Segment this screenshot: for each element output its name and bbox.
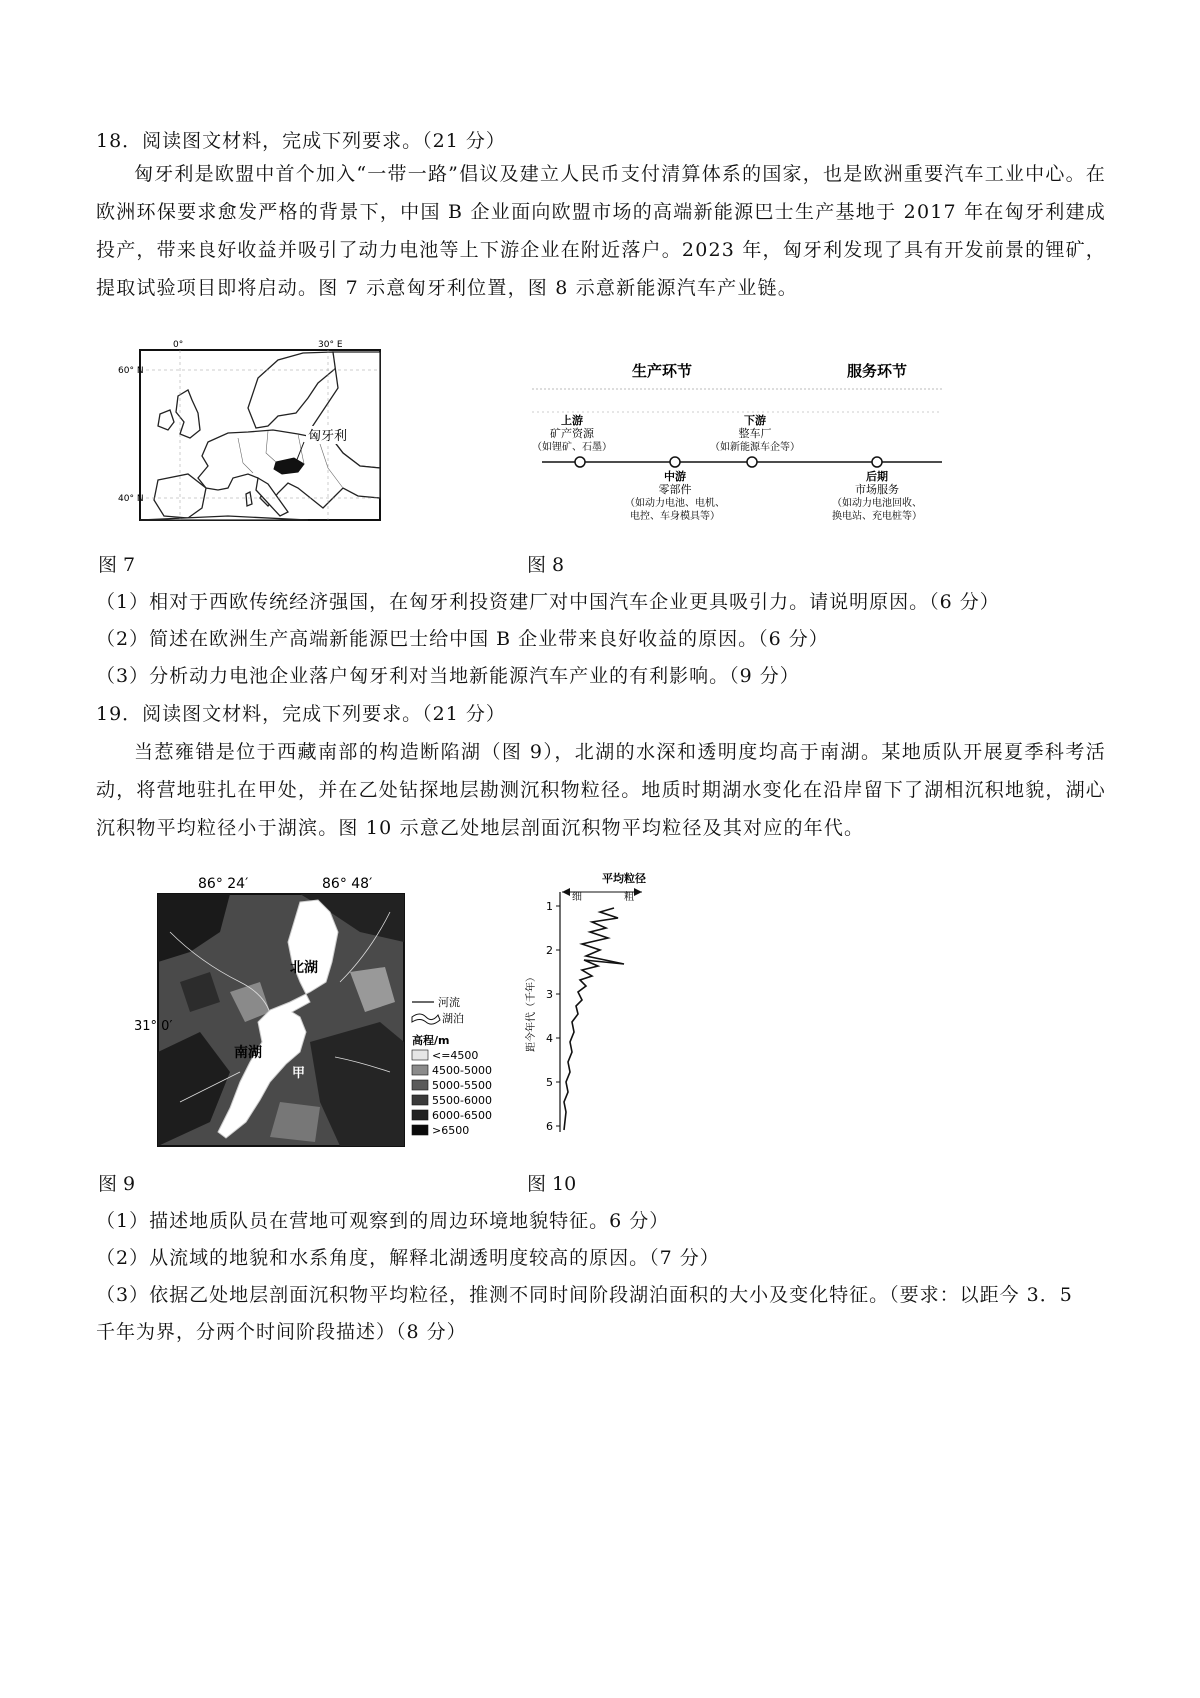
legend-label: 5500-6000 [432, 1094, 492, 1107]
q18-heading: 18．阅读图文材料，完成下列要求。（21 分） [96, 130, 506, 152]
q19-subquestion-3-line2: 千年为界，分两个时间阶段描述）（8 分） [96, 1321, 467, 1343]
fig7-lon30: 30° E [318, 340, 343, 350]
legend-swatch [412, 1080, 428, 1090]
fig8-later-sub: 市场服务 [855, 483, 899, 496]
legend-swatch [412, 1125, 428, 1135]
fig8-service-label: 服务环节 [847, 362, 908, 380]
figure-7-map [118, 338, 388, 526]
y-tick-label: 1 [546, 900, 553, 913]
fig9-north-lake: 北湖 [290, 960, 318, 976]
figure-9-lake-map [134, 872, 510, 1152]
fig7-lat60: 60° N [118, 366, 144, 376]
q19-body: 当惹雍错是位于西藏南部的构造断陷湖（图 9），北湖的水深和透明度均高于南湖。某地质队开展夏季科考活动，将营地驻扎在甲处，并在乙处钻探地层勘测沉积物粒径。地质时期湖水变化在沿岸留下了湖相沉积地貌，湖心沉积物平均粒径小于湖滨。图 10 示意乙处地层剖面沉积物平均粒径及其对应的年代。 [96, 741, 1107, 839]
fig8-later: 后期 [866, 470, 888, 483]
y-tick-label: 2 [546, 944, 553, 957]
y-tick-label: 4 [546, 1032, 553, 1045]
fig9-lat: 31° 0′ [134, 1019, 173, 1034]
fig8-downstream: 下游 [744, 414, 766, 427]
legend-label: 5000-5500 [432, 1079, 492, 1092]
fig8-upstream-sub: 矿产资源 [550, 427, 594, 440]
fig9-legend-lake: 湖泊 [442, 1012, 464, 1025]
fig10-coarse: 粗 [624, 892, 634, 903]
fig8-midstream: 中游 [664, 470, 686, 483]
legend-label: <=4500 [432, 1049, 479, 1062]
fig9-camp-label: 甲 [292, 1066, 306, 1081]
fig7-lon0: 0° [173, 340, 184, 350]
q18-subquestion-3: （3）分析动力电池企业落户匈牙利对当地新能源汽车产业的有利影响。（9 分） [96, 665, 800, 687]
fig9-caption: 图 9 [98, 1173, 136, 1195]
legend-label: 6000-6500 [432, 1109, 492, 1122]
q19-subquestion-2: （2）从流域的地貌和水系角度，解释北湖透明度较高的原因。（7 分） [96, 1247, 720, 1269]
fig8-later-eg2: 换电站、充电桩等） [832, 511, 922, 522]
fig8-midstream-eg1: （如动力电池、电机、 [625, 498, 725, 509]
fig8-downstream-eg: （如新能源车企等） [710, 442, 800, 453]
fig7-lat40: 40° N [118, 494, 144, 504]
figure-10-grain-profile [520, 872, 700, 1152]
y-tick-label: 5 [546, 1076, 553, 1089]
fig8-upstream-eg: （如锂矿、石墨） [532, 442, 612, 453]
legend-swatch [412, 1065, 428, 1075]
fig9-south-lake: 南湖 [234, 1045, 262, 1061]
legend-swatch [412, 1050, 428, 1060]
fig10-fine: 细 [572, 892, 582, 903]
fig8-midstream-eg2: 电控、车身模具等） [630, 511, 720, 522]
fig9-lon1: 86° 24′ [198, 876, 249, 892]
fig10-title: 平均粒径 [602, 872, 646, 885]
fig9-legend-title: 高程/m [412, 1034, 450, 1047]
legend-swatch [412, 1095, 428, 1105]
fig9-legend-river: 河流 [438, 996, 460, 1009]
fig9-lon2: 86° 48′ [322, 876, 373, 892]
q18-subquestion-2: （2）简述在欧洲生产高端新能源巴士给中国 B 企业带来良好收益的原因。（6 分） [96, 628, 829, 650]
q18-body: 匈牙利是欧盟中首个加入“一带一路”倡议及建立人民币支付清算体系的国家，也是欧洲重要汽车工业中心。在欧洲环保要求愈发严格的背景下，中国 B 企业面向欧盟市场的高端新能源巴士生产基地于 2017 年在匈牙利建成投产，带来良好收益并吸引了动力电池等上下游企业在附近落户。2023 年，匈牙利发现了具有开发前景的锂矿，提取试验项目即将启动。图 7 示意匈牙利位置，图 8 示意新能源汽车产业链。 [96, 163, 1106, 299]
q19-subquestion-1: （1）描述地质队员在营地可观察到的周边环境地貌特征。6 分） [96, 1210, 670, 1232]
fig8-caption: 图 8 [527, 554, 565, 576]
legend-swatch [412, 1110, 428, 1120]
q18-subquestion-1: （1）相对于西欧传统经济强国，在匈牙利投资建厂对中国汽车企业更具吸引力。请说明原因。（6 分） [96, 591, 1000, 613]
y-tick-label: 6 [546, 1120, 553, 1133]
fig8-midstream-sub: 零部件 [658, 483, 692, 496]
legend-label: >6500 [432, 1124, 470, 1137]
fig10-ylabel: 距今年代（千年） [526, 972, 537, 1052]
y-tick-label: 3 [546, 988, 553, 1001]
fig7-caption: 图 7 [98, 554, 136, 576]
q19-heading: 19．阅读图文材料，完成下列要求。（21 分） [96, 703, 506, 725]
fig10-caption: 图 10 [527, 1173, 577, 1195]
legend-label: 4500-5000 [432, 1064, 492, 1077]
fig7-hungary-label: 匈牙利 [308, 429, 348, 444]
fig8-downstream-sub: 整车厂 [738, 427, 772, 440]
figure-8-chain [522, 352, 952, 522]
fig8-production-label: 生产环节 [632, 362, 693, 380]
fig8-later-eg1: （如动力电池回收、 [832, 498, 922, 509]
q19-subquestion-3-line1: （3）依据乙处地层剖面沉积物平均粒径，推测不同时间阶段湖泊面积的大小及变化特征。（要求：以距今 3．5 [96, 1284, 1073, 1306]
fig8-upstream: 上游 [561, 414, 583, 427]
